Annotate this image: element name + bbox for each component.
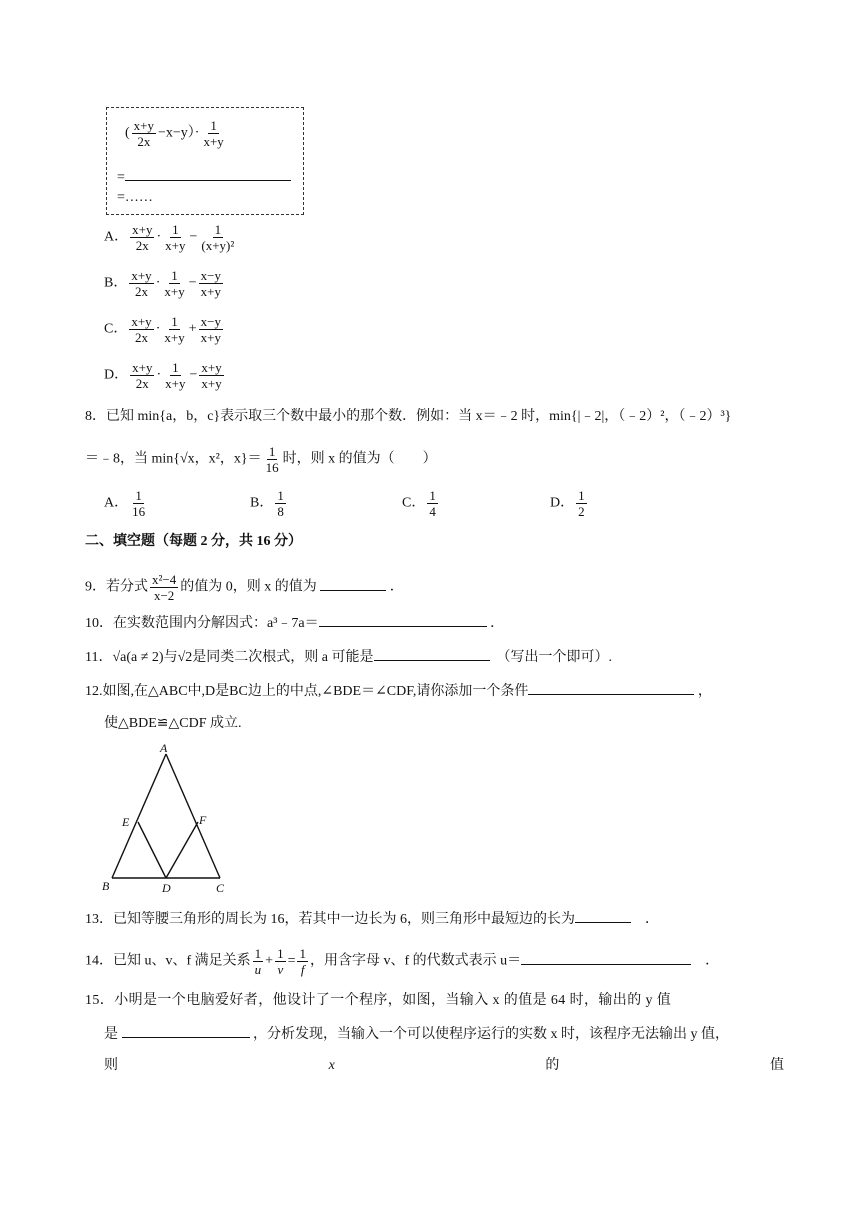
q8-line1: 8．已知 min{a，b，c}表示取三个数中最小的那个数．例如：当 x＝﹣2 时，min{|﹣2|，（﹣2）²，（﹣2）³} bbox=[85, 409, 732, 424]
q12-line2: 使△BDE≌△CDF 成立. bbox=[104, 716, 242, 731]
label-D: D bbox=[162, 881, 171, 894]
q7-option: D． $\frac{x+y}{2x}$ · $\frac{1}{x+y}$ − $\frac{x+y}{x+y}$ bbox=[104, 360, 222, 391]
box-line2: = bbox=[117, 166, 291, 186]
label-A: A bbox=[160, 742, 168, 755]
box-expression: ( $\frac{x+y}{2x}$ −x−y）· $\frac{1}{x+y}$ bbox=[125, 118, 224, 149]
q9: 9．若分式 $\frac{\text{x²−4}}{x-2}$ 的值为 0，则 x 的值为 ． bbox=[85, 572, 404, 603]
q15-line3: 则 x 的 值 bbox=[104, 1058, 784, 1073]
q8-option: D． $\frac{1}{2}$ bbox=[550, 488, 585, 519]
q10: 10．在实数范围内分解因式：a³﹣7a＝ ． bbox=[85, 612, 504, 634]
label-E: E bbox=[122, 815, 130, 829]
triangle-figure bbox=[98, 742, 238, 894]
section-2-heading: 二、填空题（每题 2 分，共 16 分） bbox=[85, 534, 302, 549]
q15-line1: 15．小明是一个电脑爱好者，他设计了一个程序，如图，当输入 x 的值是 64 时，输出的 y 值 bbox=[85, 993, 672, 1008]
q7-option: C． $\frac{x+y}{2x}$ · $\frac{1}{x+y}$ + $\frac{x-y}{x+y}$ bbox=[104, 314, 221, 345]
label-C: C bbox=[216, 881, 225, 894]
q8-option: C． $\frac{1}{4}$ bbox=[402, 488, 436, 519]
dashed-box bbox=[106, 107, 304, 215]
q15-line2: 是 ，分析发现，当输入一个可以使程序运行的实数 x 时，该程序无法输出 y 值， bbox=[104, 1023, 729, 1045]
q12-line1: 12.如图,在△ABC中,D是BC边上的中点,∠BDE＝∠CDF,请你添加一个条件 ， bbox=[85, 680, 712, 702]
label-B: B bbox=[102, 879, 110, 893]
q8-option: B． $\frac{1}{8}$ bbox=[250, 488, 284, 519]
label-F: F bbox=[199, 813, 207, 827]
q11: 11．√a(a ≠ 2)与√2是同类二次根式，则 a 可能是 （写出一个即可）. bbox=[85, 646, 612, 668]
q14: 14．已知 u、v、f 满足关系 $\frac{1}{u}$ + $\frac{1}{v}$ = $\frac{1}{f}$ ，用含字母 v、f 的代数式表示 u＝ ． bbox=[85, 946, 720, 977]
q7-option: A． $\frac{x+y}{2x}$ · $\frac{1}{x+y}$ − $\frac{1}{\text{(x+y)²}}$ bbox=[104, 222, 235, 253]
box-line3: =…… bbox=[117, 190, 153, 205]
q8-option: A． $\frac{1}{16}$ bbox=[104, 488, 146, 519]
q13: 13．已知等腰三角形的周长为 16，若其中一边长为 6，则三角形中最短边的长为 ． bbox=[85, 908, 659, 930]
q7-option: B． $\frac{x+y}{2x}$ · $\frac{1}{x+y}$ − $\frac{x-y}{x+y}$ bbox=[104, 268, 221, 299]
q8-line2: ＝﹣8，当 min{√x，x²，x}＝ $\frac{1}{16}$ 时，则 x 的值为（ ） bbox=[85, 444, 437, 475]
